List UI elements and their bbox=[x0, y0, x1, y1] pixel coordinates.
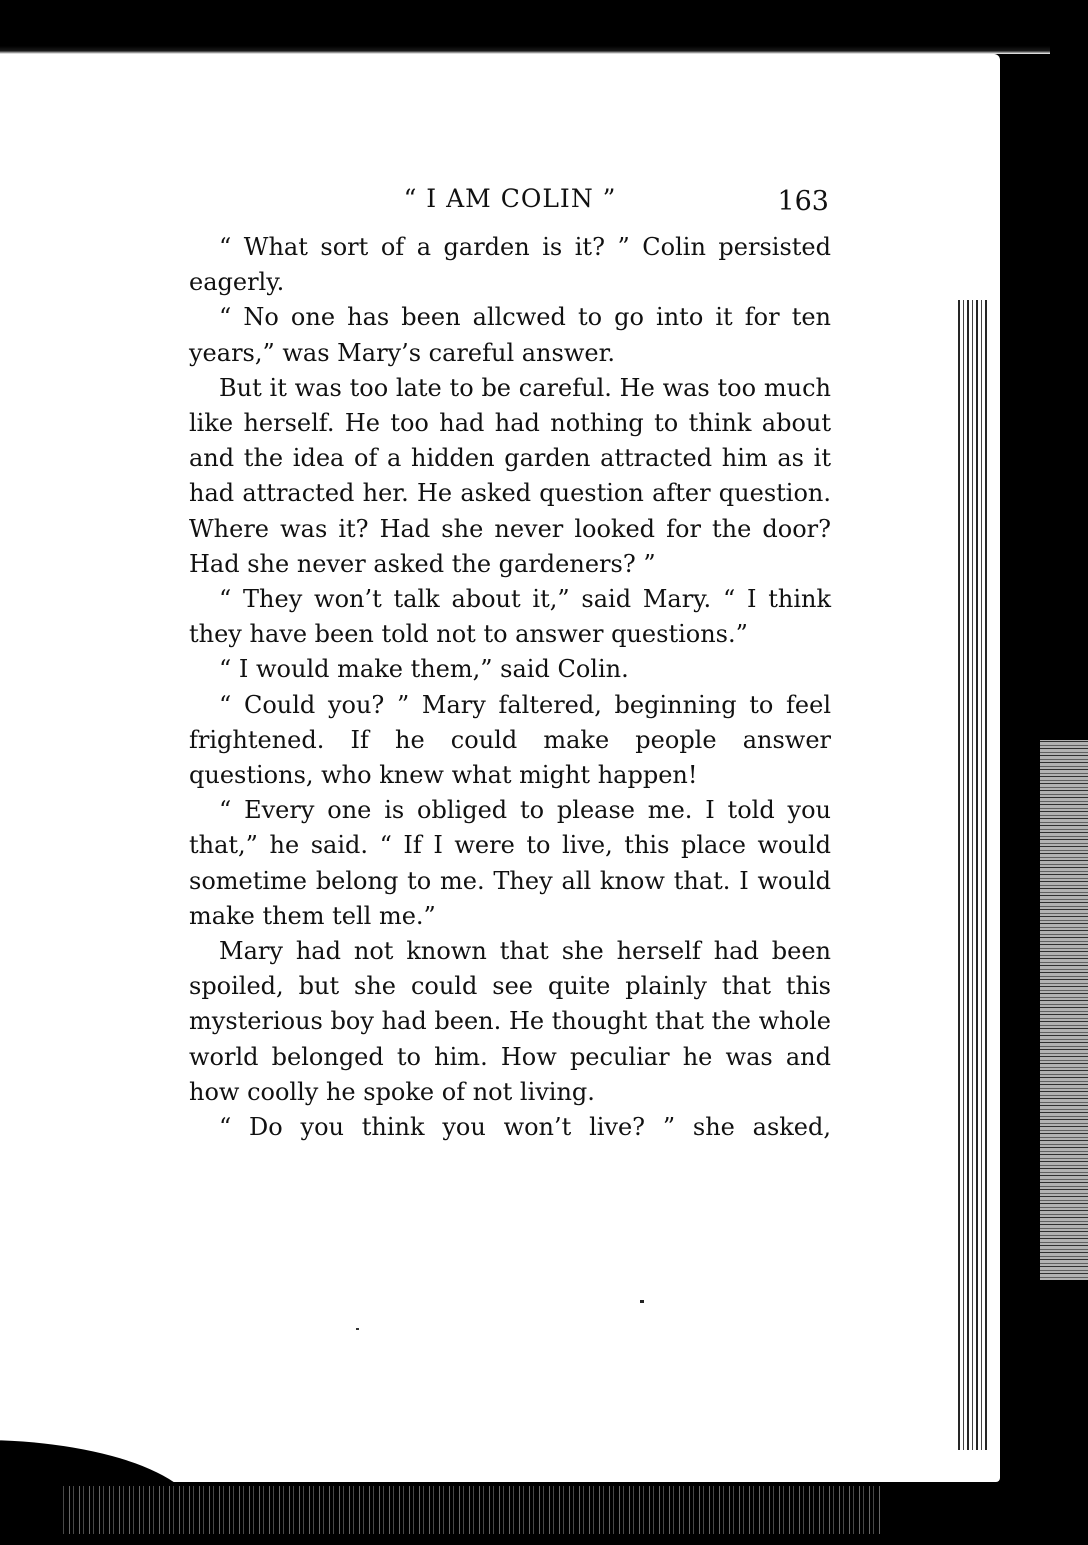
paragraph: “ No one has been allcwed to go into it for ten years,” was Mary’s careful answer. bbox=[189, 303, 831, 367]
scan-noise-bottom bbox=[60, 1486, 880, 1534]
page-text-block bbox=[189, 178, 831, 1145]
paragraph: “ Could you? ” Mary faltered, beginning to feel frightened. If he could make people answer questions, who knew what might happen! bbox=[189, 690, 831, 790]
paragraph: “ Do you think you won’t live? ” she asked, bbox=[219, 1113, 831, 1142]
paragraph: Mary had not known that she herself had been spoiled, but she could see quite plainly that this mysterious boy had been. He thought that the whole world belonged to him. How peculiar he was and how coolly he spoke of not living. bbox=[189, 937, 831, 1106]
dust-speck bbox=[356, 1328, 359, 1330]
running-head: “ I AM COLIN ” bbox=[403, 184, 617, 213]
page-header bbox=[189, 178, 831, 230]
paragraph: “ I would make them,” said Colin. bbox=[219, 655, 629, 684]
page-stack-edge bbox=[958, 300, 988, 1450]
dust-speck bbox=[640, 1300, 644, 1303]
paragraph: “ They won’t talk about it,” said Mary. “ I think they have been told not to answer questions.” bbox=[189, 585, 831, 649]
paragraph: “ What sort of a garden is it? ” Colin persisted eagerly. bbox=[189, 233, 831, 297]
scan-noise-right bbox=[1040, 740, 1088, 1280]
paragraph: But it was too late to be careful. He was too much like herself. He too had had nothing to think about and the idea of a hidden garden attracted him as it had attracted her. He asked question after question. Where was it? Had she never looked for the door? Had she never asked the gardeners? ” bbox=[189, 373, 831, 578]
page-number: 163 bbox=[777, 186, 829, 217]
page-top-edge bbox=[0, 46, 1050, 54]
paragraph: “ Every one is obliged to please me. I told you that,” he said. “ If I were to live, this place would sometime belong to me. They all know that. I would make them tell me.” bbox=[189, 796, 831, 930]
